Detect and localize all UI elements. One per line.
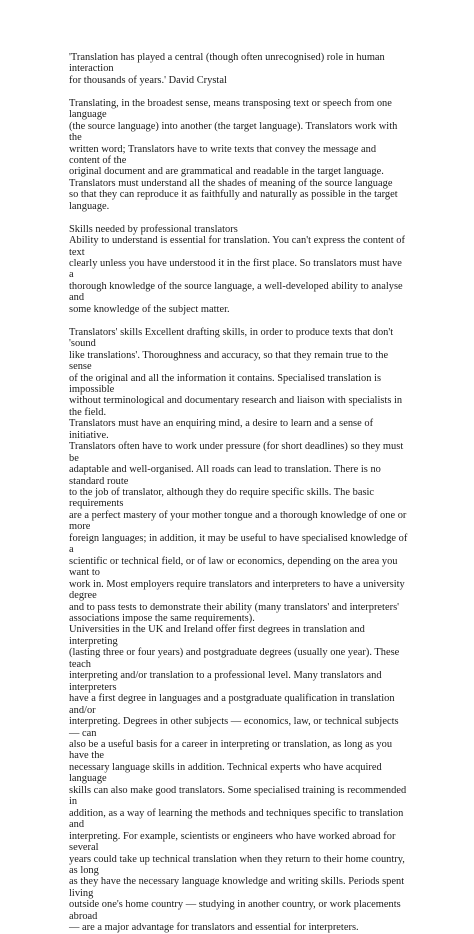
universities-paragraph: Universities in the UK and Ireland offer first degrees in translation and interpreting (lasting three or four years) and postgraduate degrees (usually one year). These teach interpreting and/or translation to a professional level. Many translators and interpreters have a first degree in languages and a postgraduate qualification in translation and/or interpreting. Degrees in other subjects — economics, law, or technical subjects — can also be a useful basis for a career in interpreting or translation, as long as you have the necessary language skills in addition. Technical experts who have acquired language skills can also make good translators. Some specialised training is recommended in addition, as a way of learning the methods and techniques specific to translation and interpreting. For example, scientists or engineers who have worked abroad for several years could take up technical translation when they return to their home country, as long as they have the necessary language knowledge and writing skills. Periods spent living outside one's home country — studying in another country, or work placements abroad — are a major advantage for translators and essential for interpreters. [69, 624, 407, 934]
opening-quote: 'Translation has played a central (though often unrecognised) role in human interaction for thousands of years.' David Crystal [69, 52, 385, 86]
translation-definition-paragraph: Translating, in the broadest sense, means transposing text or speech from one language (the source language) into another (the target language). Translators work with the written word; Translators have to write texts that convey the message and content of the original document and are grammatical and readable in the target language. Translators must understand all the shades of meaning of the source language so that they can reproduce it as faithfully and naturally as possible in the target language. [69, 97, 398, 212]
paragraph-gap [69, 86, 409, 97]
paragraph-gap [69, 212, 409, 223]
drafting-skills-paragraph: Translators' skills Excellent drafting skills, in order to produce texts that don't 'sound like translations'. Thoroughness and accuracy, so that they remain true to the sense of the original and all the information it contains. Specialised translation is impossible without terminological and documentary research and liaison with specialists in the field. Translators must have an enquiring mind, a desire to learn and a sense of initiative. Translators often have to work under pressure (for short deadlines) so they must be adaptable and well-organised. All roads can lead to translation. There is no standard route to the job of translator, although they do require specific skills. The basic requirements are a perfect mastery of your mother tongue and a thorough knowledge of one or more foreign languages; in addition, it may be useful to have specialised knowledge of a scientific or technical field, or of law or economics, depending on the area you want to work in. Most employers require translators and interpreters to have a university degree and to pass tests to demonstrate their ability (many translators' and interpreters' associations impose the same requirements). [69, 326, 408, 625]
document-page [69, 52, 409, 934]
skills-paragraph: Ability to understand is essential for translation. You can't express the content of text clearly unless you have understood it in the first place. So translators must have a thorough knowledge of the source language, a well-developed ability to analyse and some knowledge of the subject matter. [69, 235, 405, 315]
paragraph-gap [69, 315, 409, 326]
skills-heading: Skills needed by professional translators [69, 223, 238, 235]
